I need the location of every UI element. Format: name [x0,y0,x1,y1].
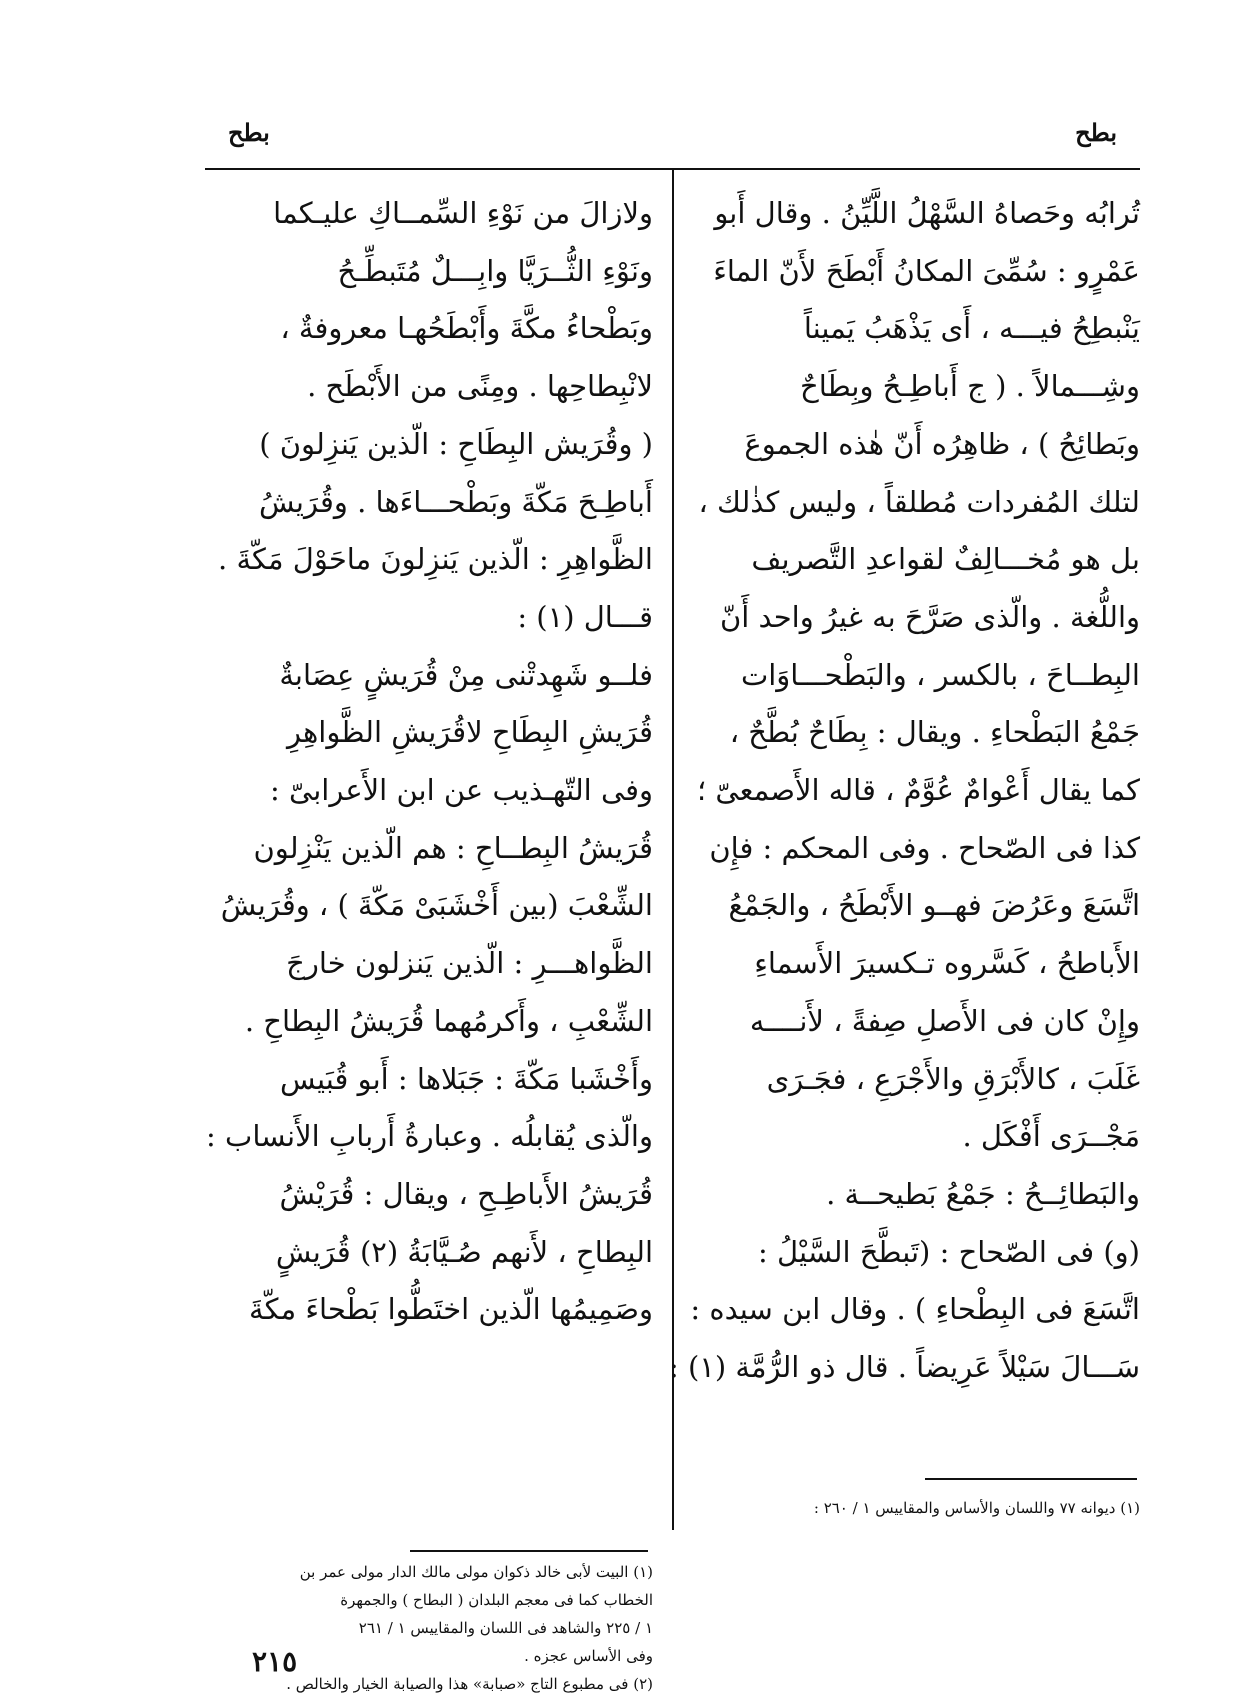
text-line: أَباطِـحَ مَكّةَ وبَطْحـــاءَها . وقُرَيشُ [258,484,653,519]
text-line: فلــو شَهِدتْنى مِنْ قُرَيشٍ عِصَابةٌ [279,657,653,692]
text-line: قُرَيشِ البِطَاحِ لاقُرَيشِ الظَّواهِرِ [286,715,653,750]
footnote-line: (٢) فى مطبوع التاج «صبابة» هذا والصيابة الخيار والخالص . [286,1675,653,1693]
text-line: اتَّسَعَ وعَرُضَ فهــو الأَبْطَحُ ، والجَمْعُ [728,888,1140,923]
text-line: الأَباطحُ ، كَسَّروه تـكسيرَ الأَسماءِ [754,946,1140,981]
left-column [205,185,653,1339]
text-line: تُرابُه وحَصاهُ السَّهْلُ اللَّيِّنُ . وقال أَبو [714,196,1140,230]
text-line: كذا فى الصّحاح . وفى المحكم : فإِن [709,830,1140,865]
text-line: جَمْعُ البَطْحاءِ . ويقال : بِطَاحٌ بُطَّحٌ ، [729,715,1140,750]
footnote-rule-left [410,1550,648,1552]
text-line: ( وقُرَيش البِطَاحِ : الّذين يَنزِلونَ ) [259,426,653,461]
text-line: كما يقال أَعْوامٌ عُوَّمٌ ، قاله الأَصمعىّ ؛ [697,773,1140,808]
text-line: لانْبِطاحِها . ومِنًى من الأَبْطَح . [307,369,653,404]
text-line: الظَّواهِرِ : الّذين يَنزِلونَ ماحَوْلَ مَكّةَ . [218,542,653,577]
text-line: البِطــاحَ ، بالكسر ، والبَطْحـــاوَات [740,657,1140,692]
footnote-line: الخطاب كما فى معجم البلدان ( البطاح ) والجمهرة [340,1591,653,1609]
footnotes-right [695,1494,1140,1522]
text-line: قُرَيشُ الأَباطِـحِ ، ويقال : قُرَيْشُ [279,1176,653,1211]
text-line: ولازالَ من نَوْءِ السِّمــاكِ عليـكما [273,196,653,230]
text-line: واللُّغة . والّذى صَرَّحَ به غيرُ واحد أَنّ [719,599,1140,634]
text-line: والّذى يُقابلُه . وعبارةُ أَربابِ الأَنساب : [206,1119,653,1154]
text-line: ونَوْءِ الثُّــرَيَّا وابِـــلٌ مُتَبطِّـحُ [337,253,653,288]
text-line: وشِـــمالاً . ( ج أَباطِـحُ وبِطَاحٌ [800,369,1140,404]
footnote-line: (١) ديوانه ٧٧ واللسان والأساس والمقاييس ١ / ٢٦٠ : [813,1499,1140,1517]
header-word-right: بطح [1075,118,1117,147]
text-line: يَنْبطِحُ فيـــه ، أَى يَذْهَبُ يَميناً [803,311,1140,346]
text-line: وأَخْشَبا مَكّةَ : جَبَلاها : أَبو قُبَيس [280,1061,653,1096]
text-line: وبَطائِحُ ) ، ظاهِرُه أَنّ هٰذه الجموعَ [744,426,1140,461]
text-line: وفى التّهـذيب عن ابن الأَعرابىّ : [270,773,653,808]
text-line: البِطاحِ ، لأَنهم صُـيَّابَةُ (٢) قُرَيشٍ [275,1234,653,1269]
text-line: وإِنْ كان فى الأَصلِ صِفةً ، لأَنــــه [749,1003,1140,1038]
text-line: مَجْــرَى أَفْكَل . [962,1119,1140,1154]
header-word-left: بطح [228,118,270,147]
text-line: الشِّعْبَ (بين أَخْشَبَىْ مَكّةَ ) ، وقُرَيشُ [220,888,653,923]
text-line: غَلَبَ ، كالأَبْرَقِ والأَجْرَعِ ، فجَـرَى [766,1061,1140,1096]
text-line: الظَّواهـــرِ : الّذين يَنزلون خارجَ [286,946,653,981]
text-line: والبَطائِــحُ : جَمْعُ بَطيحــة . [826,1176,1140,1211]
text-line: (و) فى الصّحاح : (تَبطَّحَ السَّيْلُ : [758,1234,1140,1269]
footnote-line: وفى الأساس عجزه . [524,1647,653,1665]
footnote-line: (١) البيت لأبى خالد ذكوان مولى مالك الدار مولى عمر بن [299,1563,653,1581]
text-line: الشِّعْبِ ، وأَكرمُهما قُرَيشُ البِطاحِ . [244,1003,653,1038]
right-column [668,185,1140,1397]
text-line: اتَّسَعَ فى البِطْحاءِ ) . وقال ابن سيده : [690,1292,1140,1327]
text-line: لتلك المُفردات مُطلقاً ، وليس كذٰلك ، [698,484,1140,519]
text-line: بل هو مُخـــالِفٌ لقواعدِ التَّصريف [751,542,1140,577]
footnote-line: ١ / ٢٢٥ والشاهد فى اللسان والمقاييس ١ / ٢٦١ [358,1619,653,1637]
text-line: عَمْرٍو : سُمِّىَ المكانُ أَبْطَحَ لأَنّ الماءَ [713,253,1140,288]
text-line: وبَطْحاءُ مكَّةَ وأَبْطَحُهـا معروفةٌ ، [280,311,653,346]
footnote-rule-right [925,1478,1137,1480]
text-line: وصَمِيمُها الّذين اختَطُّوا بَطْحاءَ مكّةَ [249,1292,653,1327]
text-line: قـــال (١) : [517,599,653,634]
text-line: قُرَيشُ البِطــاحِ : هم الّذين يَنْزِلون [253,830,653,865]
page-number: ٢١٥ [252,1645,298,1678]
text-line: سَـــالَ سَيْلاً عَرِيضاً . قال ذو الرُّمَّة (١) : [668,1350,1140,1385]
column-divider [672,170,674,1530]
